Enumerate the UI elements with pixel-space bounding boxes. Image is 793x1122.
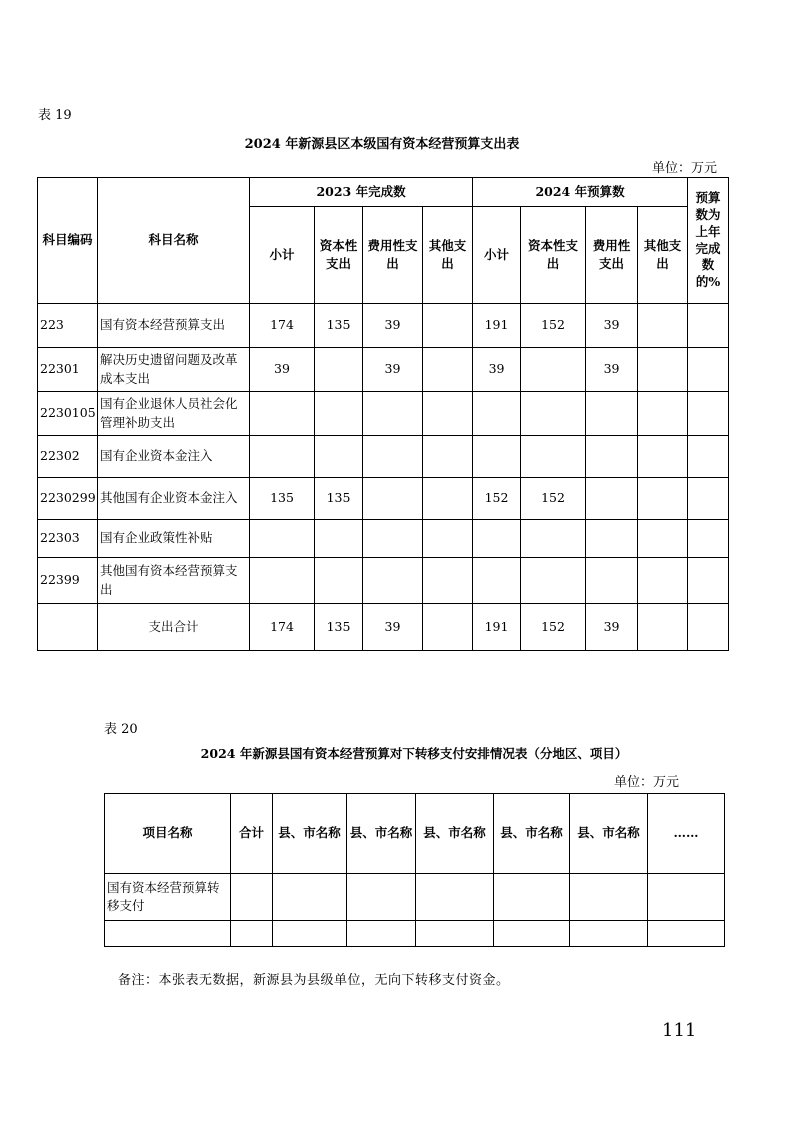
row-value-pct [688, 478, 729, 520]
row-value-b-total [473, 436, 521, 478]
total-value-c-exp: 39 [363, 604, 423, 651]
row-value-pct [688, 348, 729, 392]
header-2024-other: 其他支出 [638, 207, 688, 304]
table19 [37, 177, 729, 651]
row-code: 22399 [38, 558, 98, 604]
table-row [38, 436, 729, 478]
row-value-b-total: 152 [473, 478, 521, 520]
row-code: 22302 [38, 436, 98, 478]
row-value-c-oth [423, 558, 473, 604]
table-row [38, 304, 729, 348]
row-code: 22303 [38, 520, 98, 558]
table-row [38, 520, 729, 558]
row-value-b-cap: 152 [521, 304, 586, 348]
table20-header-2: 县、市名称 [273, 794, 347, 874]
row-value-b-total [473, 392, 521, 436]
table20-body [105, 874, 725, 947]
row-value-b-oth [638, 558, 688, 604]
header-2023-capital: 资本性支出 [315, 207, 363, 304]
row-name: 其他国有企业资本金注入 [98, 478, 250, 520]
table20-header-4: 县、市名称 [416, 794, 494, 874]
row-code: 223 [38, 304, 98, 348]
row-value-c-cap: 135 [315, 304, 363, 348]
row-value-b-exp [586, 478, 638, 520]
total-code [38, 604, 98, 651]
row-value-c-oth [423, 520, 473, 558]
row-value-c-exp: 39 [363, 348, 423, 392]
total-value-c-cap: 135 [315, 604, 363, 651]
row-value-c-total [250, 436, 315, 478]
row-value-c-oth [423, 392, 473, 436]
header-2023-expense: 费用性支出 [363, 207, 423, 304]
total-value-b-total: 191 [473, 604, 521, 651]
total-value-c-oth [423, 604, 473, 651]
row-value-b-exp: 39 [586, 348, 638, 392]
table20-cell [648, 874, 725, 921]
table20-label: 表 20 [104, 722, 138, 737]
table19-title: 2024 年新源县区本级国有资本经营预算支出表 [244, 137, 520, 152]
row-value-b-oth [638, 478, 688, 520]
table-row [105, 874, 725, 921]
table-row [38, 348, 729, 392]
row-value-pct [688, 558, 729, 604]
header-2024-total: 小计 [473, 207, 521, 304]
row-value-c-total: 39 [250, 348, 315, 392]
row-value-c-total [250, 558, 315, 604]
table19-body [38, 304, 729, 651]
header-2024: 2024 年预算数 [473, 178, 688, 207]
row-code: 2230105 [38, 392, 98, 436]
row-value-pct [688, 520, 729, 558]
table20-cell [416, 874, 494, 921]
header-2024-capital: 资本性支出 [521, 207, 586, 304]
table-row [105, 921, 725, 947]
row-value-b-oth [638, 348, 688, 392]
row-value-b-exp [586, 392, 638, 436]
table20-cell [570, 874, 648, 921]
row-value-c-exp [363, 520, 423, 558]
table20-cell [648, 921, 725, 947]
header-2023-total: 小计 [250, 207, 315, 304]
table20-cell: 国有资本经营预算转移支付 [105, 874, 231, 921]
table-row [38, 558, 729, 604]
page-number: 111 [662, 1020, 697, 1041]
header-name: 科目名称 [98, 178, 250, 304]
table20-cell [273, 874, 347, 921]
row-code: 2230299 [38, 478, 98, 520]
table20-cell [231, 921, 273, 947]
table20-header-5: 县、市名称 [494, 794, 570, 874]
table20-header-1: 合计 [231, 794, 273, 874]
row-name: 国有企业退休人员社会化管理补助支出 [98, 392, 250, 436]
table20-header-3: 县、市名称 [347, 794, 416, 874]
row-value-b-cap [521, 436, 586, 478]
row-value-b-oth [638, 392, 688, 436]
row-value-c-exp [363, 392, 423, 436]
table-row [38, 392, 729, 436]
row-value-c-cap [315, 520, 363, 558]
row-value-b-total [473, 520, 521, 558]
row-value-pct [688, 392, 729, 436]
row-name: 解决历史遗留问题及改革成本支出 [98, 348, 250, 392]
row-value-b-oth [638, 436, 688, 478]
row-value-c-cap [315, 558, 363, 604]
row-value-c-exp [363, 558, 423, 604]
row-value-b-exp [586, 558, 638, 604]
header-2023: 2023 年完成数 [250, 178, 473, 207]
row-value-b-total: 191 [473, 304, 521, 348]
row-value-b-total [473, 558, 521, 604]
row-value-c-total [250, 520, 315, 558]
table20-cell [416, 921, 494, 947]
table19-label: 表 19 [38, 108, 72, 123]
table20-cell [570, 921, 648, 947]
row-value-pct [688, 436, 729, 478]
header-2023-other: 其他支出 [423, 207, 473, 304]
row-value-c-cap [315, 348, 363, 392]
row-value-b-cap [521, 348, 586, 392]
header-code: 科目编码 [38, 178, 98, 304]
row-code: 22301 [38, 348, 98, 392]
table20-unit: 单位：万元 [614, 775, 680, 790]
total-value-b-oth [638, 604, 688, 651]
table20-cell [494, 921, 570, 947]
row-value-b-exp: 39 [586, 304, 638, 348]
table20-note: 备注：本张表无数据，新源县为县级单位，无向下转移支付资金。 [118, 973, 510, 988]
table20-header-6: 县、市名称 [570, 794, 648, 874]
row-value-b-exp [586, 520, 638, 558]
row-value-c-total: 174 [250, 304, 315, 348]
row-name: 国有企业政策性补贴 [98, 520, 250, 558]
row-value-b-oth [638, 304, 688, 348]
row-name: 国有企业资本金注入 [98, 436, 250, 478]
total-value-b-cap: 152 [521, 604, 586, 651]
total-label: 支出合计 [98, 604, 250, 651]
row-name: 国有资本经营预算支出 [98, 304, 250, 348]
table20-cell [347, 921, 416, 947]
row-value-c-total: 135 [250, 478, 315, 520]
table20-cell [347, 874, 416, 921]
row-value-c-exp: 39 [363, 304, 423, 348]
row-value-c-cap [315, 392, 363, 436]
table20-cell [105, 921, 231, 947]
row-name: 其他国有资本经营预算支出 [98, 558, 250, 604]
header-2024-expense: 费用性支出 [586, 207, 638, 304]
total-value-c-total: 174 [250, 604, 315, 651]
row-value-b-cap: 152 [521, 478, 586, 520]
table20 [104, 793, 725, 947]
row-value-c-cap: 135 [315, 478, 363, 520]
row-value-c-cap [315, 436, 363, 478]
row-value-b-cap [521, 392, 586, 436]
row-value-b-oth [638, 520, 688, 558]
row-value-c-oth [423, 436, 473, 478]
row-value-c-total [250, 392, 315, 436]
table20-header-0: 项目名称 [105, 794, 231, 874]
table20-header-row [105, 794, 725, 874]
total-value-b-exp: 39 [586, 604, 638, 651]
table20-title: 2024 年新源县国有资本经营预算对下转移支付安排情况表（分地区、项目） [200, 746, 628, 761]
row-value-b-cap [521, 558, 586, 604]
total-value-pct [688, 604, 729, 651]
row-value-b-total: 39 [473, 348, 521, 392]
row-value-c-oth [423, 304, 473, 348]
header-pct: 预算数为上年完成数的% [688, 178, 729, 304]
total-row [38, 604, 729, 651]
table20-cell [231, 874, 273, 921]
row-value-pct [688, 304, 729, 348]
table19-unit: 单位：万元 [652, 161, 718, 176]
table20-header-7: …… [648, 794, 725, 874]
row-value-b-exp [586, 436, 638, 478]
row-value-c-exp [363, 478, 423, 520]
row-value-c-oth [423, 478, 473, 520]
table20-cell [494, 874, 570, 921]
row-value-c-oth [423, 348, 473, 392]
row-value-b-cap [521, 520, 586, 558]
row-value-c-exp [363, 436, 423, 478]
table-row [38, 478, 729, 520]
table20-cell [273, 921, 347, 947]
